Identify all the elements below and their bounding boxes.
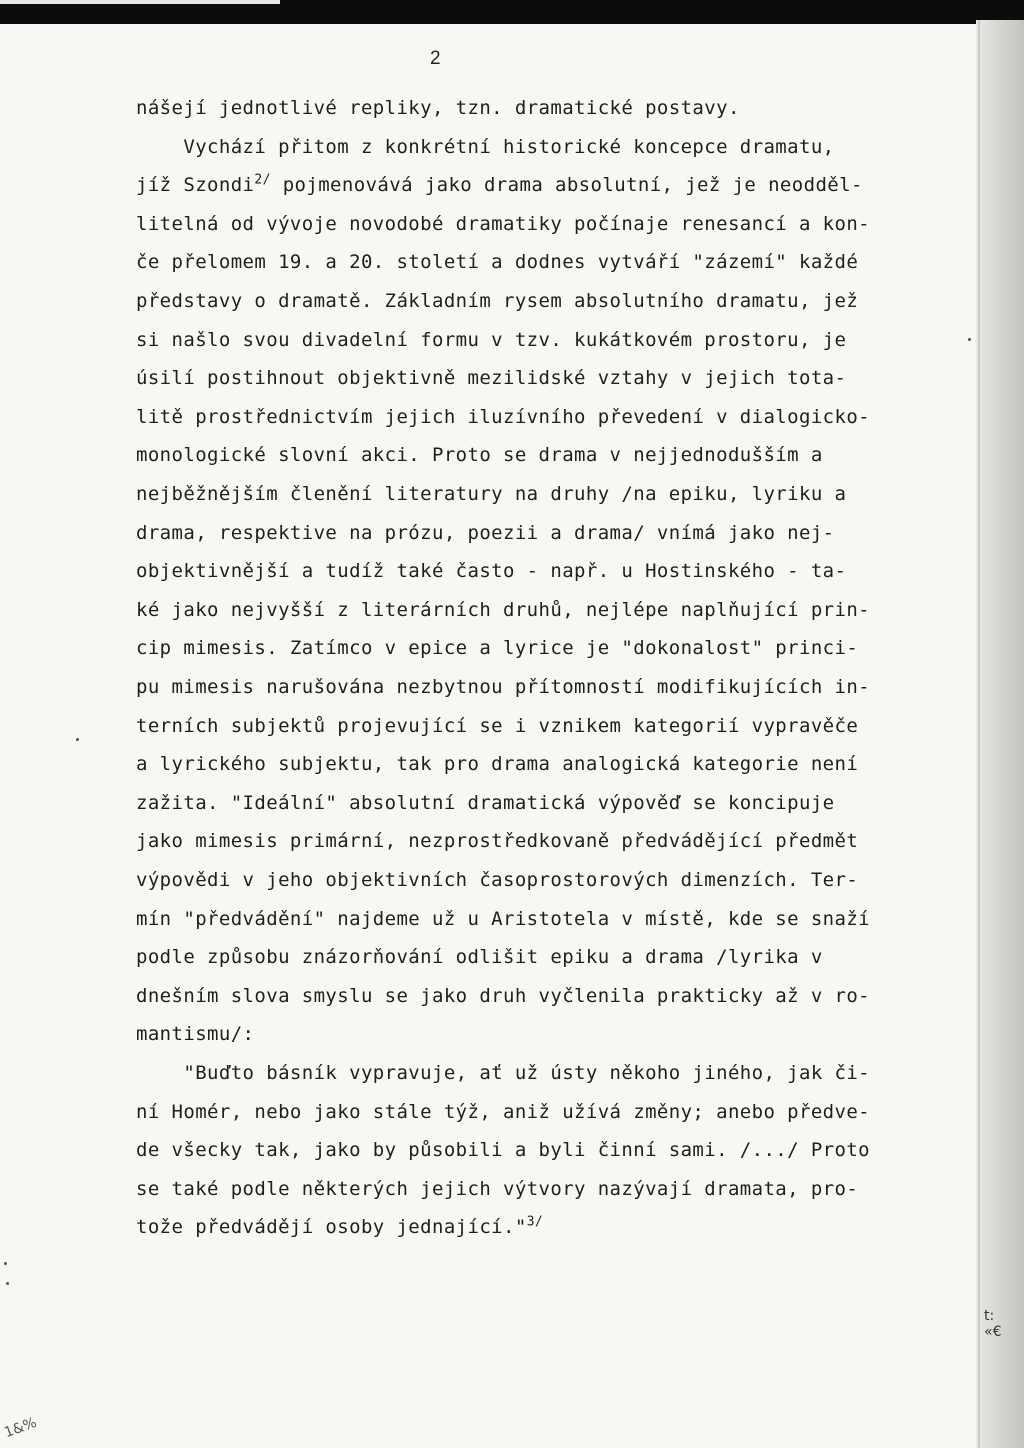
text-line: mantismu/: <box>136 1023 255 1045</box>
scan-right-edge-line <box>978 20 980 1448</box>
margin-mark-bottom-left: 1&% <box>2 1414 39 1442</box>
text-line: jako mimesis primární, nezprostředkovaně předvádějící předmět <box>136 830 859 852</box>
footnote-ref: 3/ <box>526 1214 544 1230</box>
text-line: úsilí postihnout objektivně mezilidské vztahy v jejich tota- <box>136 367 847 389</box>
text-line: pu mimesis narušována nezbytnou přítomností modifikujících in- <box>136 676 871 698</box>
text-line: představy o dramatě. Základním rysem absolutního dramatu, jež <box>136 290 859 312</box>
text-line: Vychází přitom z konkrétní historické koncepce dramatu, <box>136 136 835 158</box>
text-line: tože předvádějí osoby jednající."$^{3/}$ <box>136 1214 544 1238</box>
text-line: drama, respektive na prózu, poezii a drama/ vnímá jako nej- <box>136 522 835 544</box>
text-line: objektivnější a tudíž také často - např. u Hostinského - ta- <box>136 560 847 582</box>
page-number: 2 <box>430 48 441 69</box>
scan-speck <box>6 1282 9 1285</box>
text-line: si našlo svou divadelní formu v tzv. kukátkovém prostoru, je <box>136 329 847 351</box>
text-line: podle způsobu znázorňování odlišit epiku a drama /lyrika v <box>136 946 823 968</box>
text-line: ké jako nejvyšší z literárních druhů, nejlépe naplňující prin- <box>136 599 871 621</box>
text-line: se také podle některých jejich výtvory nazývají dramata, pro- <box>136 1178 859 1200</box>
margin-mark-bottom-right: t: «€ <box>984 1308 1002 1340</box>
text-line: de všecky tak, jako by působili a byli činní sami. /.../ Proto <box>136 1139 871 1161</box>
text-line: terních subjektů projevující se i vznikem kategorií vypravěče <box>136 715 859 737</box>
text-line: cip mimesis. Zatímco v epice a lyrice je "dokonalost" princi- <box>136 637 859 659</box>
text-line: nejběžnějším členění literatury na druhy /na epiku, lyriku a <box>136 483 847 505</box>
text-line: a lyrického subjektu, tak pro drama analogická kategorie není <box>136 753 859 775</box>
text-line: dnešním slova smyslu se jako druh vyčlenila prakticky až v ro- <box>136 985 871 1007</box>
text-line: nášejí jednotlivé repliky, tzn. dramatické postavy. <box>136 97 740 119</box>
scan-top-highlight <box>0 0 280 4</box>
text-line: mín "předvádění" najdeme už u Aristotela v místě, kde se snaží <box>136 908 871 930</box>
text-line: zažita. "Ideální" absolutní dramatická výpověď se koncipuje <box>136 792 835 814</box>
text-line: če přelomem 19. a 20. století a dodnes vytváří "zázemí" každé <box>136 251 859 273</box>
text-line: monologické slovní akci. Proto se drama v nejjednodušším a <box>136 444 823 466</box>
scan-speck <box>76 738 79 741</box>
scan-speck <box>968 338 971 341</box>
text-line: jíž Szondi$^{2/}$ pojmenovává jako drama absolutní, jež je neodděl- <box>136 172 863 196</box>
text-line: ní Homér, nebo jako stále týž, aniž užívá změny; anebo předve- <box>136 1101 871 1123</box>
footnote-ref: 2/ <box>254 172 271 188</box>
text-line: litě prostřednictvím jejich iluzívního převedení v dialogicko- <box>136 406 871 428</box>
text-line: "Buďto básník vypravuje, ať už ústy někoho jiného, jak či- <box>136 1062 871 1084</box>
text-line: litelná od vývoje novodobé dramatiky počínaje renesancí a kon- <box>136 213 871 235</box>
text-line: výpovědi v jeho objektivních časoprostorových dimenzích. Ter- <box>136 869 859 891</box>
scan-speck <box>4 1262 7 1265</box>
scan-right-edge <box>976 20 1024 1448</box>
